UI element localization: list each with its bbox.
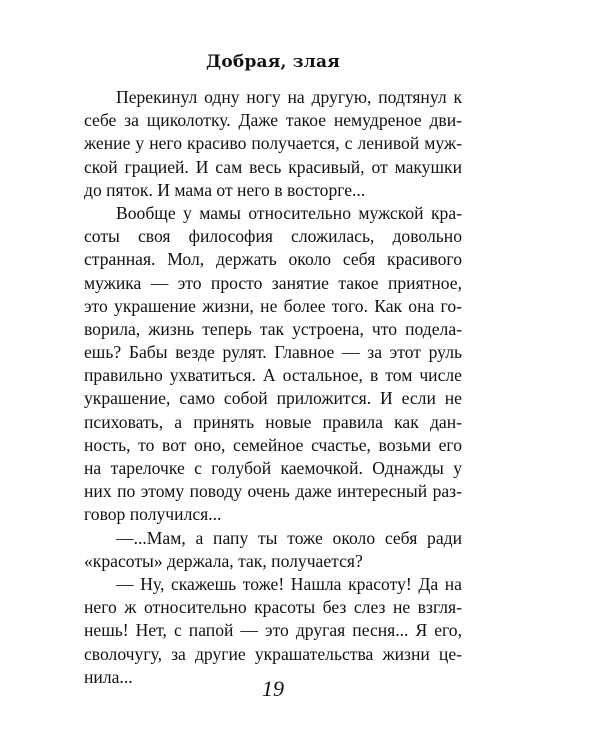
text-line: Перекинул одну ногу на другую, подтянул к <box>116 87 462 107</box>
text-line: украшение, само собой приложится. И если не <box>84 388 462 409</box>
text-line: странная. Мол, держать около себя красивого <box>84 249 462 270</box>
text-line: себе за щиколотку. Даже такое немудреное дви- <box>84 110 462 131</box>
text-line: — Ну, скажешь тоже! Нашла красоту! Да на <box>116 573 462 594</box>
dialogue-paragraph <box>84 573 462 689</box>
text-line: ешь? Бабы везде рулят. Главное — за этот руль <box>84 342 462 363</box>
text-line: «красоты» держала, так, получается? <box>84 550 363 571</box>
text-line: это украшение жизни, не более того. Как она го- <box>84 295 462 316</box>
text-line: правильно ухватиться. А остальное, в том числе <box>84 365 462 386</box>
dialogue-paragraph <box>84 527 462 573</box>
text-line: говор получился... <box>84 504 222 525</box>
text-line: них по этому поводу очень даже интересный раз- <box>84 481 462 502</box>
paragraph <box>84 86 462 202</box>
paragraph <box>84 202 462 527</box>
running-header-title: Добрая, злая <box>206 52 340 72</box>
text-line: нешь! Нет, с папой — это другая песня... Я его, <box>84 620 462 641</box>
text-line: сволочугу, за другие украшательства жизни це- <box>84 643 462 664</box>
text-line: на тарелочке с голубой каемочкой. Однажды у <box>84 458 462 478</box>
text-line: ской грацией. И сам весь красивый, от макушки <box>84 156 462 177</box>
text-line: ворила, жизнь теперь так устроена, что подела- <box>84 318 462 339</box>
text-line: —...Мам, а папу ты тоже около себя ради <box>116 527 462 548</box>
text-line: него ж относительно красоты без слез не взгля- <box>84 597 462 618</box>
page-number: 19 <box>262 676 284 701</box>
text-line: нила... <box>84 666 133 687</box>
text-line: жение у него красиво получается, с ленивой муж- <box>84 133 462 154</box>
page-body-text <box>84 86 462 689</box>
text-line: мужика — это просто занятие такое приятное, <box>84 272 462 293</box>
text-line: Вообще у мамы относительно мужской кра- <box>116 202 462 223</box>
text-line: ность, то вот оно, семейное счастье, возьми его <box>84 434 462 455</box>
text-line: психовать, а принять новые правила как дан- <box>84 411 462 432</box>
text-line: до пяток. И мама от него в восторге... <box>84 179 366 200</box>
text-line: соты своя философия сложилась, довольно <box>84 226 462 247</box>
